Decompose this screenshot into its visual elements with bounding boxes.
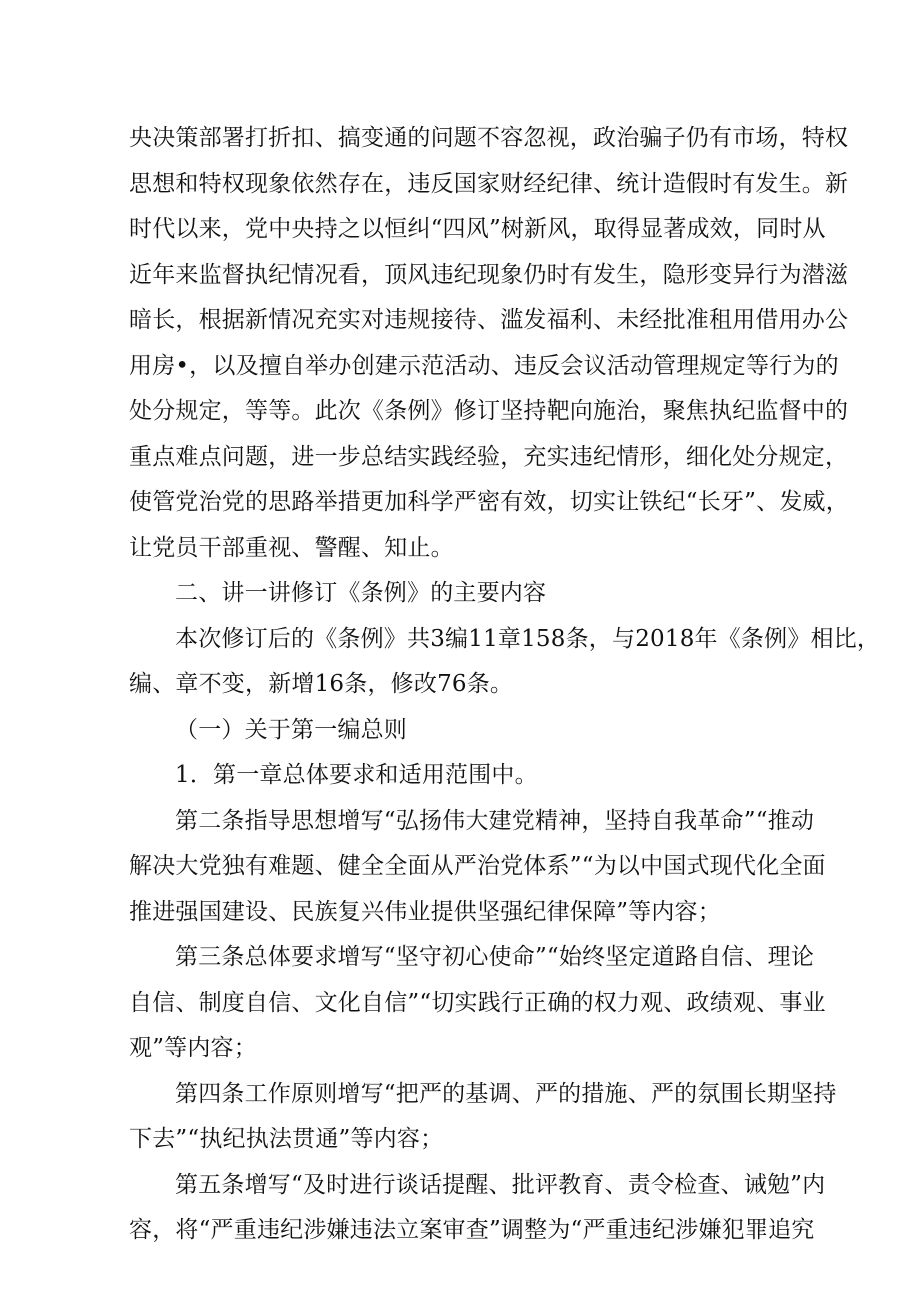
paragraph-line: 用房•，以及擅自举办创建示范活动、违反会议活动管理规定等行为的 bbox=[129, 352, 839, 379]
paragraph-line: 解决大党独有难题、健全全面从严治党体系”“为以中国式现代化全面 bbox=[129, 853, 826, 879]
paragraph-line: 本次修订后的《条例》共3编11章158条，与2018年《条例》相比， bbox=[175, 625, 881, 652]
paragraph-line: 容，将“严重违纪涉嫌违法立案审查”调整为“严重违纪涉嫌犯罪追究 bbox=[129, 1217, 815, 1243]
list-item: 1．第一章总体要求和适用范围中。 bbox=[175, 762, 538, 788]
paragraph-line: 观”等内容； bbox=[129, 1035, 257, 1061]
paragraph-line: 时代以来，党中央持之以恒纠“四风”树新风，取得显著成效，同时从 bbox=[129, 216, 826, 242]
paragraph-line: 央决策部署打折扣、搞变通的问题不容忽视，政治骗子仍有市场，特权 bbox=[129, 125, 849, 151]
paragraph-line: 第二条指导思想增写“弘扬伟大建党精神，坚持自我革命”“推动 bbox=[175, 807, 815, 834]
paragraph-line: 下去”“执纪执法贯通”等内容； bbox=[129, 1126, 444, 1152]
section-heading: 二、讲一讲修订《条例》的主要内容 bbox=[175, 580, 547, 606]
paragraph-line: 重点难点问题，进一步总结实践经验，充实违纪情形，细化处分规定， bbox=[129, 443, 849, 470]
paragraph-line: 自信、制度自信、文化自信”“切实践行正确的权力观、政绩观、事业 bbox=[129, 989, 826, 1016]
paragraph-line: 第五条增写“及时进行谈话提醒、批评教育、责令检查、诫勉”内 bbox=[175, 1171, 826, 1198]
document-body bbox=[129, 116, 881, 1254]
paragraph-line: 编、章不变，新增16条，修改76条。 bbox=[129, 671, 514, 697]
paragraph-line: 第四条工作原则增写“把严的基调、严的措施、严的氛围长期坚持 bbox=[175, 1080, 837, 1107]
paragraph-line: 推进强国建设、民族复兴伟业提供坚强纪律保障”等内容； bbox=[129, 898, 721, 925]
subsection-heading: （一）关于第一编总则 bbox=[175, 716, 407, 743]
paragraph-line: 思想和特权现象依然存在，违反国家财经纪律、统计造假时有发生。新 bbox=[129, 170, 849, 197]
paragraph-line: 使管党治党的思路举措更加科学严密有效，切实让铁纪“长牙”、发威， bbox=[129, 489, 849, 515]
paragraph-line: 近年来监督执纪情况看，顶风违纪现象仍时有发生，隐形变异行为潜滋 bbox=[129, 261, 849, 288]
paragraph-line: 处分规定，等等。此次《条例》修订坚持靶向施治，聚焦执纪监督中的 bbox=[129, 398, 849, 424]
paragraph-line: 暗长，根据新情况充实对违规接待、滥发福利、未经批准租用借用办公 bbox=[129, 307, 849, 333]
paragraph-line: 让党员干部重视、警醒、知止。 bbox=[129, 534, 454, 561]
paragraph-line: 第三条总体要求增写“坚守初心使命”“始终坚定道路自信、理论 bbox=[175, 944, 815, 970]
